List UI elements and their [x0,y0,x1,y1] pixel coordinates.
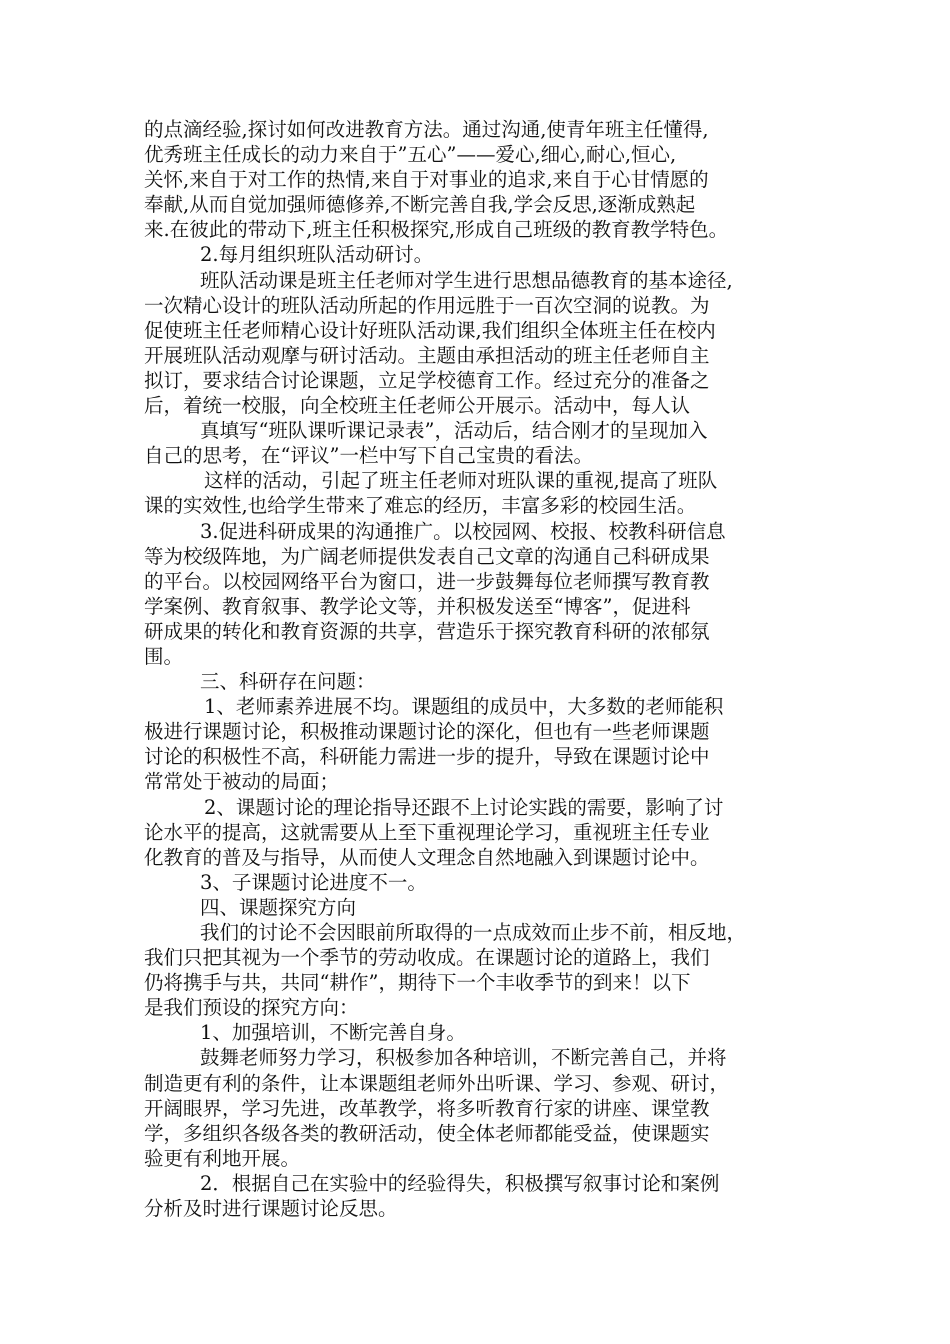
text-line: 课的实效性,也给学生带来了难忘的经历，丰富多彩的校园生活。 [144,494,697,518]
section-heading: 3.促进科研成果的沟通推广。以校园网、校报、校教科研信息 [200,519,726,543]
text-line: 鼓舞老师努力学习，积极参加各种培训，不断完善自己，并将 [200,1046,727,1070]
text-line: 学案例、教育叙事、教学论文等，并积极发送至“博客”，促进科 [144,594,691,618]
text-line: 一次精心设计的班队活动所起的作用远胜于一百次空洞的说教。为 [144,293,710,317]
section-heading: 四、课题探究方向 [200,895,357,919]
text-line: 班队活动课是班主任老师对学生进行思想品德教育的基本途径, [200,268,733,292]
text-line: 我们只把其视为一个季节的劳动收成。在课题讨论的道路上，我们 [144,946,710,970]
text-line: 后，着统一校服，向全校班主任老师公开展示。活动中，每人认 [144,394,691,418]
text-line: 极进行课题讨论，积极推动课题讨论的深化，但也有一些老师课题 [144,720,710,744]
text-line: 围。 [144,644,184,668]
text-line: 这样的活动，引起了班主任老师对班队课的重视,提高了班队 [204,469,718,493]
text-line: 关怀,来自于对工作的热情,来自于对事业的追求,来自于心甘情愿的 [144,168,709,192]
text-line: 来.在彼此的带动下,班主任积极探究,形成自己班级的教育教学特色。 [144,218,729,242]
document-body [144,117,826,1221]
text-line: 拟订，要求结合讨论课题，立足学校德育工作。经过充分的准备之 [144,368,710,392]
list-item: 1、老师素养进展不均。课题组的成员中，大多数的老师能积 [204,695,724,719]
text-line: 学，多组织各级各类的教研活动，使全体老师都能受益，使课题实 [144,1121,710,1145]
text-line: 奉献,从而自觉加强师德修养,不断完善自我,学会反思,逐渐成熟起 [144,193,696,217]
text-line: 开展班队活动观摩与研讨活动。主题由承担活动的班主任老师自主 [144,343,710,367]
list-item: 3、子课题讨论进度不一。 [200,870,427,894]
text-line: 验更有利地开展。 [144,1146,301,1170]
text-line: 制造更有利的条件，让本课题组老师外出听课、学习、参观、研讨， [144,1071,730,1095]
text-line: 的平台。以校园网络平台为窗口，进一步鼓舞每位老师撰写教育教 [144,569,710,593]
list-item: 2．根据自己在实验中的经验得失，积极撰写叙事讨论和案例 [200,1171,720,1195]
section-heading: 三、科研存在问题： [200,670,376,694]
text-line: 仍将携手与共，共同“耕作”，期待下一个丰收季节的到来！以下 [144,971,691,995]
text-line: 优秀班主任成长的动力来自于”五心”——爱心,细心,耐心,恒心, [144,143,677,167]
text-line: 自己的思考，在“评议”一栏中写下自己宝贵的看法。 [144,444,593,468]
text-line: 等为校级阵地，为广阔老师提供发表自己文章的沟通自己科研成果 [144,544,710,568]
text-line: 真填写“班队课听课记录表”，活动后，结合刚才的呈现加入 [200,419,708,443]
text-line: 我们的讨论不会因眼前所取得的一点成效而止步不前，相反地， [200,921,747,944]
list-item: 1、加强培训，不断完善自身。 [200,1021,466,1045]
text-line: 化教育的普及与指导，从而使人文理念自然地融入到课题讨论中。 [144,845,710,869]
text-line: 的点滴经验,探讨如何改进教育方法。通过沟通,使青年班主任懂得, [144,118,709,141]
text-line: 分析及时进行课题讨论反思。 [144,1197,398,1221]
text-line: 促使班主任老师精心设计好班队活动课,我们组织全体班主任在校内 [144,318,716,342]
text-line: 开阔眼界，学习先进，改革教学，将多听教育行家的讲座、课堂教 [144,1096,710,1120]
text-line: 常常处于被动的局面； [144,770,340,794]
text-line: 研成果的转化和教育资源的共享，营造乐于探究教育科研的浓郁氛 [144,619,710,643]
text-line: 是我们预设的探究方向： [144,996,359,1020]
text-line: 讨论的积极性不高，科研能力需进一步的提升，导致在课题讨论中 [144,745,710,769]
section-heading: 2.每月组织班队活动研讨。 [200,243,434,267]
text-line: 论水平的提高，这就需要从上至下重视理论学习，重视班主任专业 [144,820,710,844]
list-item: 2、课题讨论的理论指导还跟不上讨论实践的需要，影响了讨 [204,795,724,819]
